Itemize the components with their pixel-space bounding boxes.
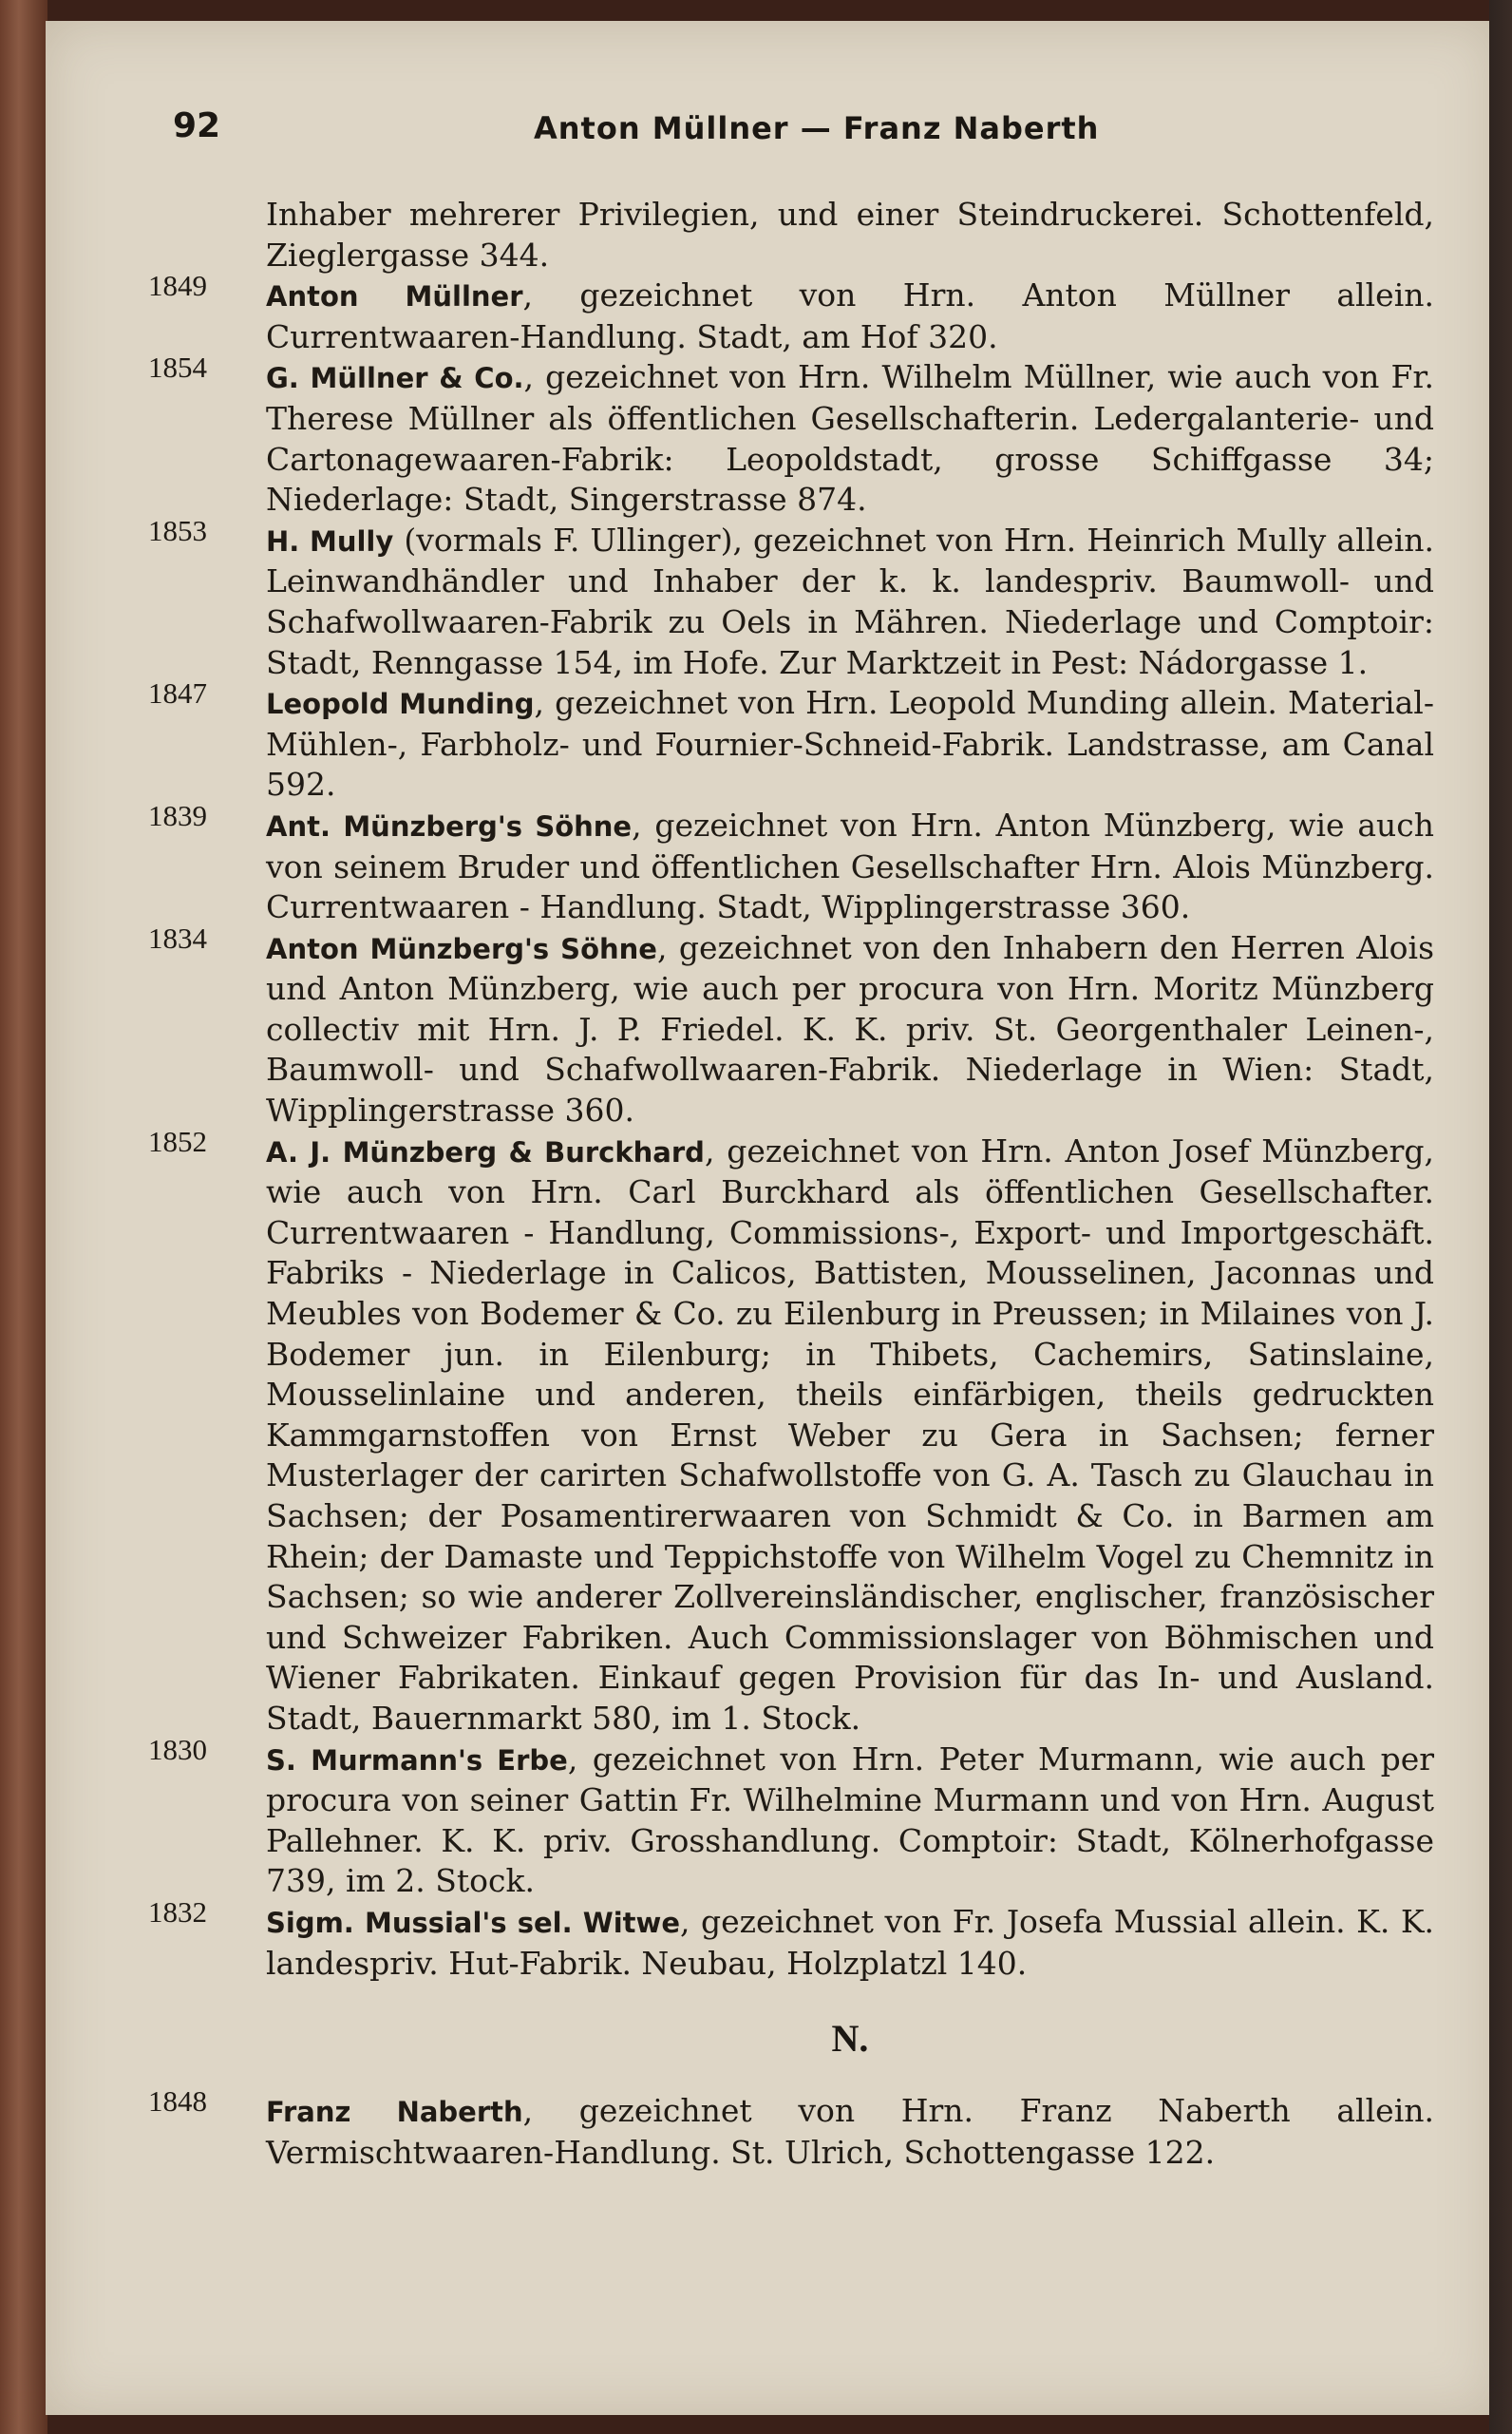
entry-year: 1848 xyxy=(148,2084,207,2119)
entry-text: , gezeichnet von Hrn. Leopold Munding allein. Material-Mühlen-, Farbholz- und Fournier-Schneid-Fabrik. Landstrasse, am Canal 592. xyxy=(266,684,1434,804)
entry-text: , gezeichnet von Hrn. Peter Murmann, wie auch per procura von seiner Gattin Fr. Wilhelmine Murmann und von Hrn. August Pallehner. K. K. priv. Grosshandlung. Comptoir: Stadt, Kölnerhofgasse 739, im 2. Stock. xyxy=(266,1740,1434,1900)
book-spine xyxy=(0,0,47,2434)
entry-leopold-munding xyxy=(148,676,1434,806)
entry-h-mully xyxy=(148,513,1435,683)
entry-text: , gezeichnet von Hrn. Anton Münzberg, wie auch von seinem Bruder und öffentlichen Gesellschafter Hrn. Alois Münzberg. Currentwaaren - Handlung. Stadt, Wipplingerstrasse 360. xyxy=(266,806,1434,926)
entry-g-muellner xyxy=(148,351,1434,520)
entry-text: Inhaber mehrerer Privilegien, und einer Steindruckerei. Schottenfeld, Zieglergasse 344. xyxy=(266,196,1434,274)
entry-year: 1830 xyxy=(148,1732,207,1766)
entry-year: 1834 xyxy=(148,921,207,955)
entry-sigm-mussial xyxy=(148,1894,1434,1984)
entry-year: 1853 xyxy=(148,513,207,547)
entry-year: 1832 xyxy=(148,1894,207,1929)
entry-year: 1839 xyxy=(148,798,207,832)
page-header xyxy=(173,106,1427,163)
entry-text: , gezeichnet von Hrn. Wilhelm Müllner, wie auch von Fr. Therese Müllner als öffentlichen Gesellschafterin. Ledergalanterie- und Cartonagewaaren-Fabrik: Leopoldstadt, grosse Schiffgasse 34; Niederlage: Stadt, Singerstrasse 874. xyxy=(266,358,1434,519)
page-body xyxy=(148,195,1435,2173)
firm-name: Anton Münzberg's Söhne xyxy=(266,932,657,965)
entry-text: , gezeichnet von Fr. Josefa Mussial allein. K. K. landespriv. Hut-Fabrik. Neubau, Holzplatzl 140. xyxy=(266,1902,1434,1982)
page-edge xyxy=(1489,0,1512,2434)
entry-text: , gezeichnet von Hrn. Franz Naberth allein. Vermischtwaaren-Handlung. St. Ulrich, Schottengasse 122. xyxy=(266,2092,1434,2171)
entry-text: , gezeichnet von Hrn. Anton Müllner allein. Currentwaaren-Handlung. Stadt, am Hof 320. xyxy=(266,276,1434,355)
page-number: 92 xyxy=(173,106,221,145)
section-heading: N. xyxy=(831,2017,869,2061)
entry-anton-muenzberg xyxy=(148,921,1435,1131)
entry-ant-muenzberg xyxy=(148,798,1434,928)
firm-name: Anton Müllner xyxy=(266,280,523,314)
firm-name: Leopold Munding xyxy=(266,688,535,721)
entry-franz-naberth xyxy=(148,2084,1434,2173)
entry-year: 1854 xyxy=(148,351,207,385)
entry-text: (vormals F. Ullinger), gezeichnet von Hrn. Heinrich Mully allein. Leinwandhändler und Inhaber der k. k. landespriv. Baumwoll- und Schafwollwaaren-Fabrik zu Oels in Mähren. Niederlage und Comptoir: Stadt, Renngasse 154, im Hofe. Zur Marktzeit in Pest: Nádorgasse 1. xyxy=(266,521,1435,681)
entry-anton-muellner xyxy=(148,269,1434,357)
entry-text: , gezeichnet von den Inhabern den Herren Alois und Anton Münzberg, wie auch per procura von Hrn. Moritz Münzberg collectiv mit Hrn. J. P. Friedel. K. K. priv. St. Georgenthaler Leinen-, Baumwoll- und Schafwollwaaren-Fabrik. Niederlage in Wien: Stadt, Wipplingerstrasse 360. xyxy=(266,928,1435,1130)
entry-text: , gezeichnet von Hrn. Anton Josef Münzberg, wie auch von Hrn. Carl Burckhard als öffentlichen Gesellschafter. Currentwaaren - Handlung, Commissions-, Export- und Importgeschäft. Fabriks - Niederlage in Calicos, Battisten, Mousselinen, Jaconnas und Meubles von Bodemer & Co. zu Eilenburg in Preussen; in Milaines von J. Bodemer jun. in Eilenburg; in Thibets, Cachemirs, Satinslaine, Mousselinlaine und anderen, theils einfärbigen, theils gedruckten Kammgarnstoffen von Ernst Weber zu Gera in Sachsen; ferner Musterlager der carirten Schafwollstoffe von G. A. Tasch zu Glauchau in Sachsen; der Posamentirerwaaren von Schmidt & Co. in Barmen am Rhein; der Damaste und Teppichstoffe von Wilhelm Vogel zu Chemnitz in Sachsen; so wie anderer Zollvereinsländischer, englischer, französischer und Schweizer Fabriken. Auch Commissionslager von Böhmischen und Wiener Fabrikaten. Einkauf gegen Provision für das In- und Ausland. Stadt, Bauernmarkt 580, im 1. Stock. xyxy=(266,1131,1434,1737)
firm-name: H. Mully xyxy=(266,524,394,558)
firm-name: A. J. Münzberg & Burckhard xyxy=(266,1135,705,1169)
entry-year: 1847 xyxy=(148,676,207,711)
entry-year: 1852 xyxy=(148,1124,207,1158)
entry-year: 1849 xyxy=(148,269,207,303)
firm-name: Ant. Münzberg's Söhne xyxy=(266,809,633,843)
running-head: Anton Müllner — Franz Naberth xyxy=(534,110,1100,146)
entry-aj-muenzberg-burckhard xyxy=(148,1124,1434,1740)
firm-name: S. Murmann's Erbe xyxy=(266,1743,568,1777)
entry-continuation xyxy=(266,195,1434,276)
firm-name: Sigm. Mussial's sel. Witwe xyxy=(266,1906,680,1939)
firm-name: G. Müllner & Co. xyxy=(266,362,524,395)
firm-name: Franz Naberth xyxy=(266,2096,523,2129)
entry-s-murmann xyxy=(148,1732,1434,1902)
